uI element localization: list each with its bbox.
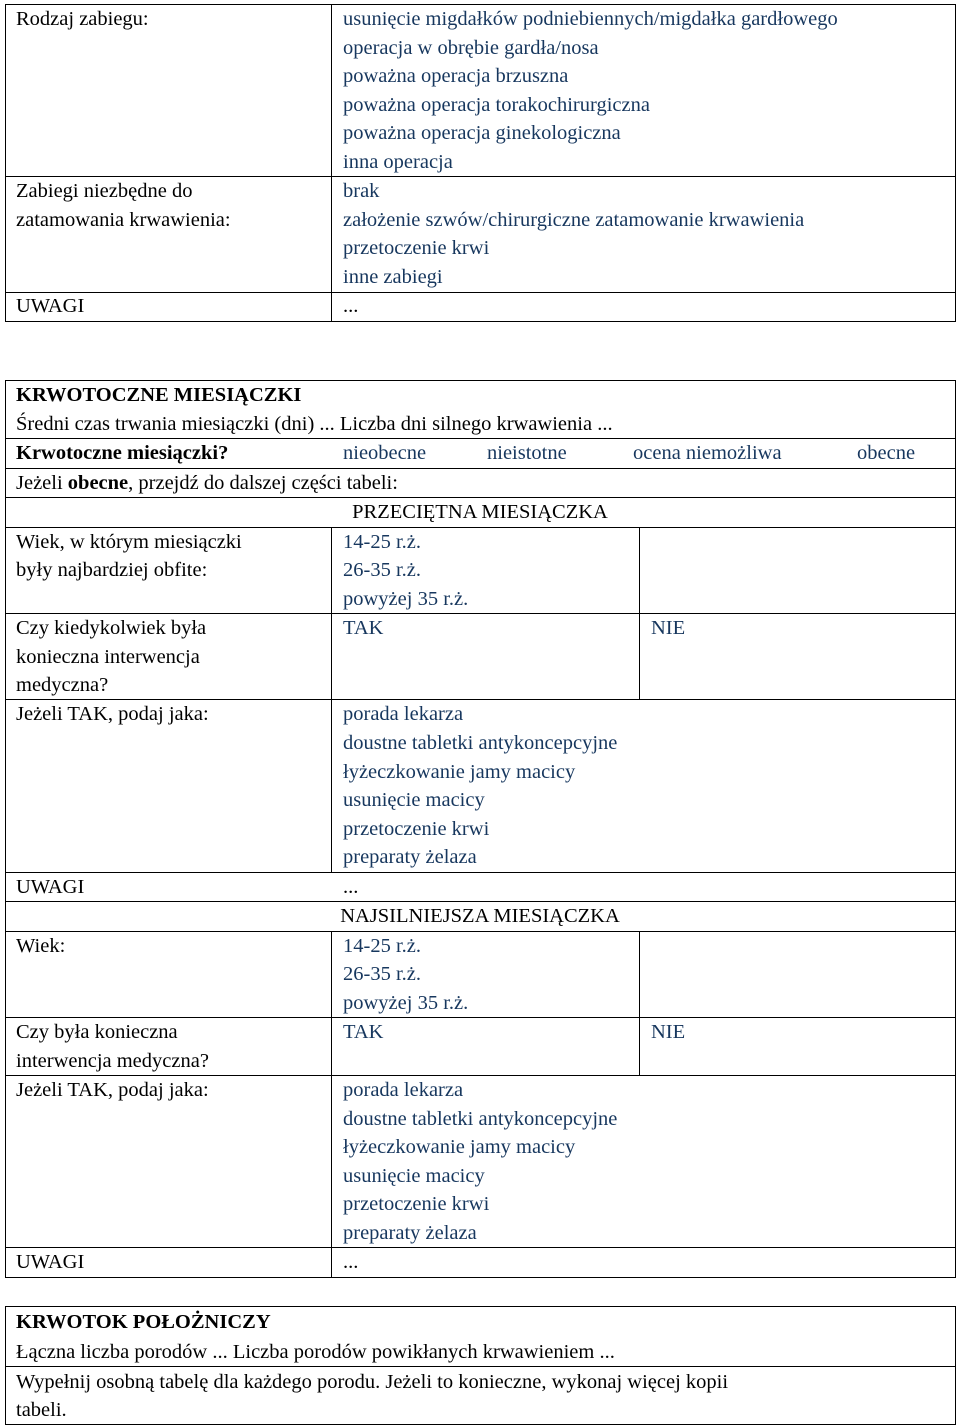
notes-label: UWAGI [16, 1251, 85, 1273]
procedure-type-option[interactable]: inna operacja [343, 151, 453, 173]
age-label: były najbardziej obfite: [16, 559, 208, 581]
procedure-type-option[interactable]: poważna operacja torakochirurgiczna [343, 94, 650, 116]
heavy-menstruation-question: Krwotoczne miesiączki? [16, 442, 229, 464]
intervention-option[interactable]: porada lekarza [343, 1079, 464, 1101]
age-label: Wiek: [16, 935, 66, 957]
notes-field[interactable]: ... [343, 1251, 359, 1273]
yes-option[interactable]: TAK [343, 617, 384, 639]
age-option[interactable]: powyżej 35 r.ż. [343, 992, 469, 1014]
age-option[interactable]: powyżej 35 r.ż. [343, 588, 469, 610]
average-menstruation-title: PRZECIĘTNA MIESIĄCZKA [352, 501, 608, 523]
intervention-label: Czy kiedykolwiek była [16, 617, 207, 639]
column-divider [639, 527, 640, 699]
heavy-menstruation-option[interactable]: ocena niemożliwa [633, 442, 782, 464]
row-divider [5, 931, 956, 932]
intervention-label: konieczna interwencja [16, 646, 200, 668]
row-divider [5, 292, 956, 293]
bleeding-stop-option[interactable]: inne zabiegi [343, 266, 443, 288]
intervention-option[interactable]: porada lekarza [343, 703, 464, 725]
intervention-option[interactable]: łyżeczkowanie jamy macicy [343, 1136, 576, 1158]
intervention-option[interactable]: usunięcie macicy [343, 789, 485, 811]
instruction-text: Jeżeli [16, 472, 68, 494]
procedure-type-option[interactable]: operacja w obrębie gardła/nosa [343, 37, 599, 59]
row-divider [5, 872, 956, 873]
intervention-option[interactable]: przetoczenie krwi [343, 818, 490, 840]
instruction-text: , przejdź do dalszej części tabeli: [128, 472, 398, 494]
table-border [5, 1306, 6, 1424]
table-border [955, 4, 956, 321]
heavy-menstruation-option[interactable]: nieobecne [343, 442, 427, 464]
table-border [955, 1306, 956, 1424]
heavy-menstruation-option[interactable]: nieistotne [487, 442, 567, 464]
intervention-option[interactable]: preparaty żelaza [343, 1222, 477, 1244]
intervention-label: Czy była konieczna [16, 1021, 178, 1043]
intervention-label: medyczna? [16, 674, 109, 696]
notes-label: UWAGI [16, 295, 85, 317]
instruction-text: Wypełnij osobną tabelę dla każdego porodu. Jeżeli to konieczne, wykonaj więcej kopii [16, 1371, 729, 1393]
bleeding-stop-label: zatamowania krwawienia: [16, 209, 231, 231]
column-divider [331, 527, 332, 872]
age-option[interactable]: 14-25 r.ż. [343, 531, 421, 553]
notes-label: UWAGI [16, 876, 85, 898]
notes-field[interactable]: ... [343, 295, 359, 317]
bleeding-stop-option[interactable]: założenie szwów/chirurgiczne zatamowanie krwawienia [343, 209, 805, 231]
section-title: KRWOTOK POŁOŻNICZY [16, 1311, 271, 1333]
bleeding-stop-label: Zabiegi niezbędne do [16, 180, 193, 202]
procedure-type-option[interactable]: poważna operacja ginekologiczna [343, 122, 621, 144]
no-option[interactable]: NIE [651, 617, 686, 639]
intervention-option[interactable]: usunięcie macicy [343, 1165, 485, 1187]
procedure-type-label: Rodzaj zabiegu: [16, 8, 149, 30]
births-count-fields[interactable]: Łączna liczba porodów ... Liczba porodów powikłanych krwawieniem ... [16, 1341, 615, 1363]
intervention-type-label: Jeżeli TAK, podaj jaka: [16, 1079, 209, 1101]
intervention-label: interwencja medyczna? [16, 1050, 209, 1072]
notes-field[interactable]: ... [343, 876, 359, 898]
heaviest-menstruation-title: NAJSILNIEJSZA MIESIĄCZKA [340, 905, 620, 927]
procedure-type-option[interactable]: poważna operacja brzuszna [343, 65, 569, 87]
table-border [5, 321, 956, 322]
intervention-option[interactable]: doustne tabletki antykoncepcyjne [343, 732, 618, 754]
age-label: Wiek, w którym miesiączki [16, 531, 242, 553]
table-border [5, 1306, 956, 1307]
instruction-emphasis: obecne [67, 472, 129, 494]
intervention-option[interactable]: łyżeczkowanie jamy macicy [343, 761, 576, 783]
column-divider [331, 931, 332, 1247]
menstrual-duration-fields[interactable]: Średni czas trwania miesiączki (dni) ... Liczba dni silnego krwawienia ... [16, 413, 613, 435]
table-border [5, 1277, 956, 1278]
heavy-menstruation-option[interactable]: obecne [857, 442, 916, 464]
procedure-type-option[interactable]: usunięcie migdałków podniebiennych/migdałka gardłowego [343, 8, 838, 30]
yes-option[interactable]: TAK [343, 1021, 384, 1043]
bleeding-stop-option[interactable]: brak [343, 180, 380, 202]
instruction-text: tabeli. [16, 1399, 67, 1421]
row-divider [5, 1366, 956, 1367]
column-divider [331, 1247, 332, 1277]
column-divider [331, 4, 332, 321]
intervention-option[interactable]: doustne tabletki antykoncepcyjne [343, 1108, 618, 1130]
intervention-option[interactable]: preparaty żelaza [343, 846, 477, 868]
bleeding-stop-option[interactable]: przetoczenie krwi [343, 237, 490, 259]
age-option[interactable]: 26-35 r.ż. [343, 559, 421, 581]
column-divider [639, 931, 640, 1075]
no-option[interactable]: NIE [651, 1021, 686, 1043]
age-option[interactable]: 26-35 r.ż. [343, 963, 421, 985]
section-title: KRWOTOCZNE MIESIĄCZKI [16, 384, 302, 406]
age-option[interactable]: 14-25 r.ż. [343, 935, 421, 957]
if-present-instruction [16, 469, 398, 497]
row-divider [5, 1247, 956, 1248]
table-border [5, 4, 6, 321]
table-border [5, 1424, 956, 1425]
intervention-option[interactable]: przetoczenie krwi [343, 1193, 490, 1215]
intervention-type-label: Jeżeli TAK, podaj jaka: [16, 703, 209, 725]
